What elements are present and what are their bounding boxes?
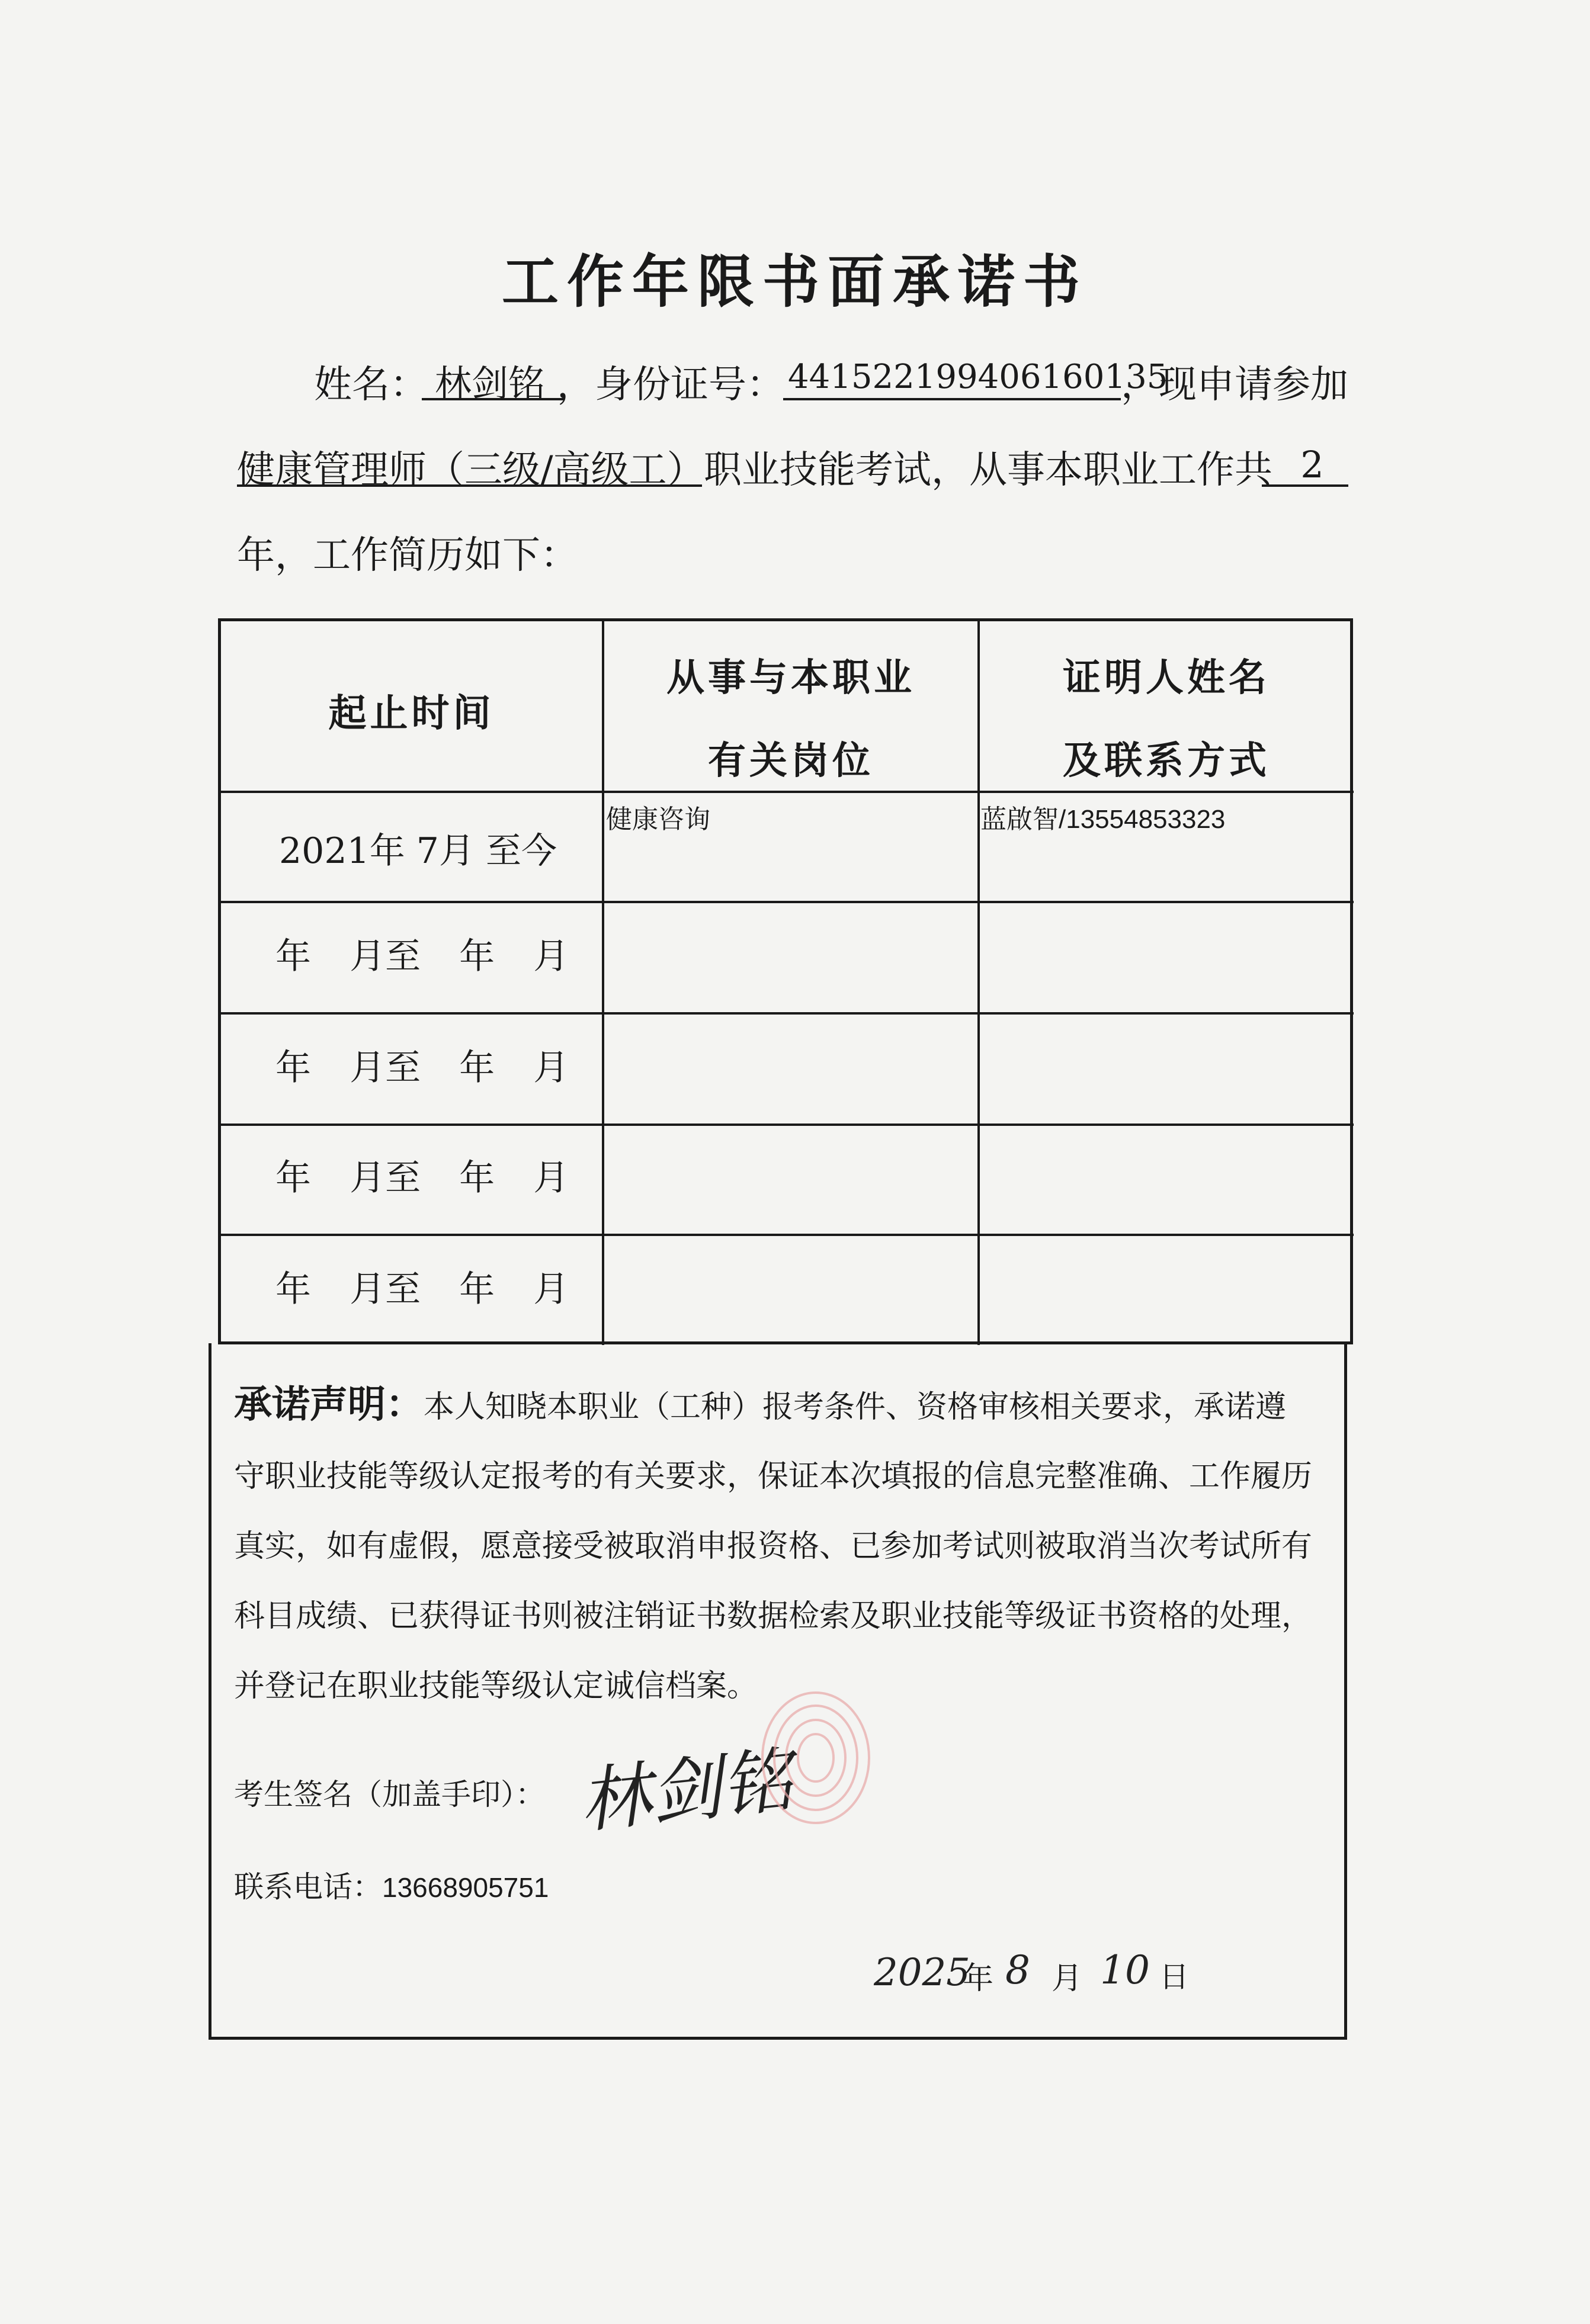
years-underline (1262, 484, 1348, 487)
document-title: 工作年限书面承诺书 (502, 249, 1088, 315)
signature-label: 考生签名（加盖手印）： (234, 1777, 545, 1812)
header-witness-line1: 证明人姓名 (1063, 656, 1270, 700)
date-day: 10 (1100, 1947, 1150, 1993)
name-value: 林剑铭 (434, 362, 545, 405)
header-position-line2: 有关岗位 (708, 739, 874, 783)
occupation-value: 健康管理师（三级/高级工） (237, 448, 705, 492)
phone-row (234, 1863, 549, 1906)
row-period: 年 月至 年 月 (275, 1157, 569, 1199)
date-year-unit: 年 (963, 1961, 994, 1996)
pledge-label: 承诺声明： (234, 1383, 424, 1427)
occupation-underline (237, 484, 702, 487)
name-underline (422, 398, 564, 400)
row-period: 年 月至 年 月 (275, 1269, 569, 1310)
work-history-intro: 年，工作简历如下： (237, 534, 578, 577)
years-value: 2 (1300, 443, 1324, 486)
pledge-text-5: 并登记在职业技能等级认定诚信档案。 (234, 1668, 758, 1704)
pledge-text-2: 守职业技能等级认定报考的有关要求，保证本次填报的信息完整准确、工作履历 (234, 1459, 1313, 1494)
header-position-line1: 从事与本职业 (666, 656, 915, 700)
date-month-unit: 月 (1052, 1961, 1083, 1996)
date-day-unit: 日 (1159, 1960, 1189, 1994)
pledge-text-1: 本人知晓本职业（工种）报考条件、资格审核相关要求，承诺遵 (424, 1389, 1287, 1425)
header-period: 起止时间 (328, 692, 495, 736)
row-position: 健康咨询 (606, 805, 710, 834)
row-divider (221, 1234, 1354, 1236)
row-divider (221, 1012, 1354, 1015)
phone-label: 联系电话： (234, 1870, 382, 1904)
name-label: 姓名： (314, 363, 428, 407)
id-label: ，身份证号： (557, 363, 784, 407)
date-year: 2025 (874, 1951, 970, 1995)
pledge-section (209, 1343, 1347, 2040)
exam-text: 职业技能考试，从事本职业工作共 (704, 448, 1272, 492)
id-value: 441522199406160135 (788, 358, 1168, 396)
row-divider (221, 1124, 1354, 1126)
apply-text: ，现申请参加 (1121, 363, 1348, 407)
row-period: 2021年 7月 至今 (279, 830, 557, 872)
date-month: 8 (1005, 1947, 1030, 1993)
pledge-line-1 (234, 1374, 1286, 1429)
row-divider (221, 791, 1354, 793)
header-witness-line2: 及联系方式 (1063, 739, 1270, 783)
row-divider (221, 901, 1354, 903)
pledge-text-3: 真实，如有虚假，愿意接受被取消申报资格、已参加考试则被取消当次考试所有 (234, 1529, 1313, 1564)
id-underline (783, 398, 1121, 400)
work-history-table (218, 618, 1353, 1344)
phone-value: 13668905751 (382, 1872, 549, 1903)
pledge-text-4: 科目成绩、已获得证书则被注销证书数据检索及职业技能等级证书资格的处理， (234, 1598, 1313, 1634)
handwritten-signature: 林剑铭 (575, 1739, 797, 1844)
row-period: 年 月至 年 月 (275, 1047, 569, 1089)
row-period: 年 月至 年 月 (275, 936, 569, 977)
fingerprint-icon (745, 1687, 887, 1829)
row-witness: 蓝啟智/13554853323 (980, 805, 1226, 834)
